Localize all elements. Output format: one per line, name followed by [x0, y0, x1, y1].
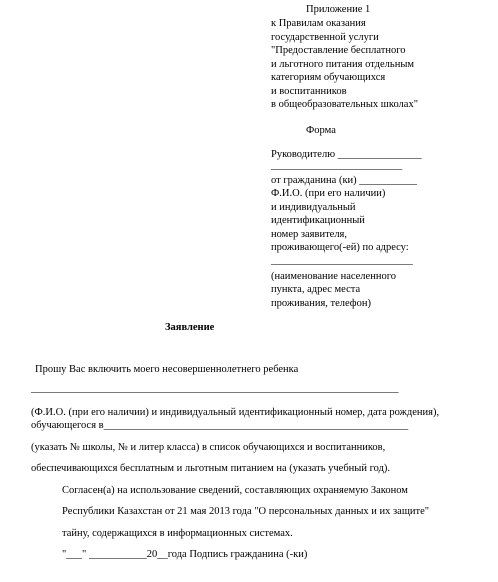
form-label: Форма: [306, 125, 336, 136]
appendix-line: и воспитанников: [271, 86, 347, 97]
appendix-line: в общеобразовательных школах": [271, 99, 418, 110]
studying-line: обучающегося в__________________________________________________________: [31, 420, 409, 431]
consent-text: тайну, содержащихся в информационных системах.: [62, 528, 293, 539]
addressee-line: и индивидуальный: [271, 202, 356, 213]
appendix-line: "Предоставление бесплатного: [271, 45, 406, 56]
addressee-blank-line: _________________________: [271, 160, 403, 171]
request-text: Прошу Вас включить моего несовершеннолетнего ребенка: [35, 364, 299, 375]
consent-text: Республики Казахстан от 21 мая 2013 года "О персональных данных и их защите": [62, 506, 430, 517]
address-blank-line: ___________________________: [271, 255, 413, 266]
provided-text: обеспечивающихся бесплатным и льготным питанием на (указать учебный год).: [31, 463, 391, 474]
appendix-line: категориям обучающихся: [271, 72, 386, 83]
addressee-line: номер заявителя,: [271, 229, 348, 240]
addressee-from: от гражданина (ки) ___________: [271, 175, 418, 186]
school-note: (указать № школы, № и литер класса) в список обучающихся и воспитанников,: [31, 442, 386, 453]
addressee-line: проживающего(-ей) по адресу:: [271, 242, 409, 253]
statement-title: Заявление: [165, 322, 215, 333]
fio-note: (Ф.И.О. (при его наличии) и индивидуальный идентификационный номер, дата рождения),: [31, 407, 440, 418]
address-note-line: проживания, телефон): [271, 298, 371, 309]
appendix-line: и льготного питания отдельным: [271, 59, 415, 70]
addressee-line: идентификационный: [271, 215, 365, 226]
appendix-title: Приложение 1: [306, 4, 371, 15]
address-note-line: пункта, адрес места: [271, 284, 361, 295]
addressee-head: Руководителю ________________: [271, 149, 422, 160]
addressee-line: Ф.И.О. (при его наличии): [271, 188, 386, 199]
appendix-line: к Правилам оказания: [271, 18, 366, 29]
child-name-blank-line: ______________________________________________________________________: [31, 383, 399, 394]
address-note-line: (наименование населенного: [271, 271, 396, 282]
appendix-line: государственной услуги: [271, 32, 379, 43]
consent-text: Согласен(а) на использование сведений, составляющих охраняемую Законом: [62, 485, 408, 496]
date-signature-line: "___" ___________20__года Подпись гражданина (-ки): [62, 549, 308, 560]
